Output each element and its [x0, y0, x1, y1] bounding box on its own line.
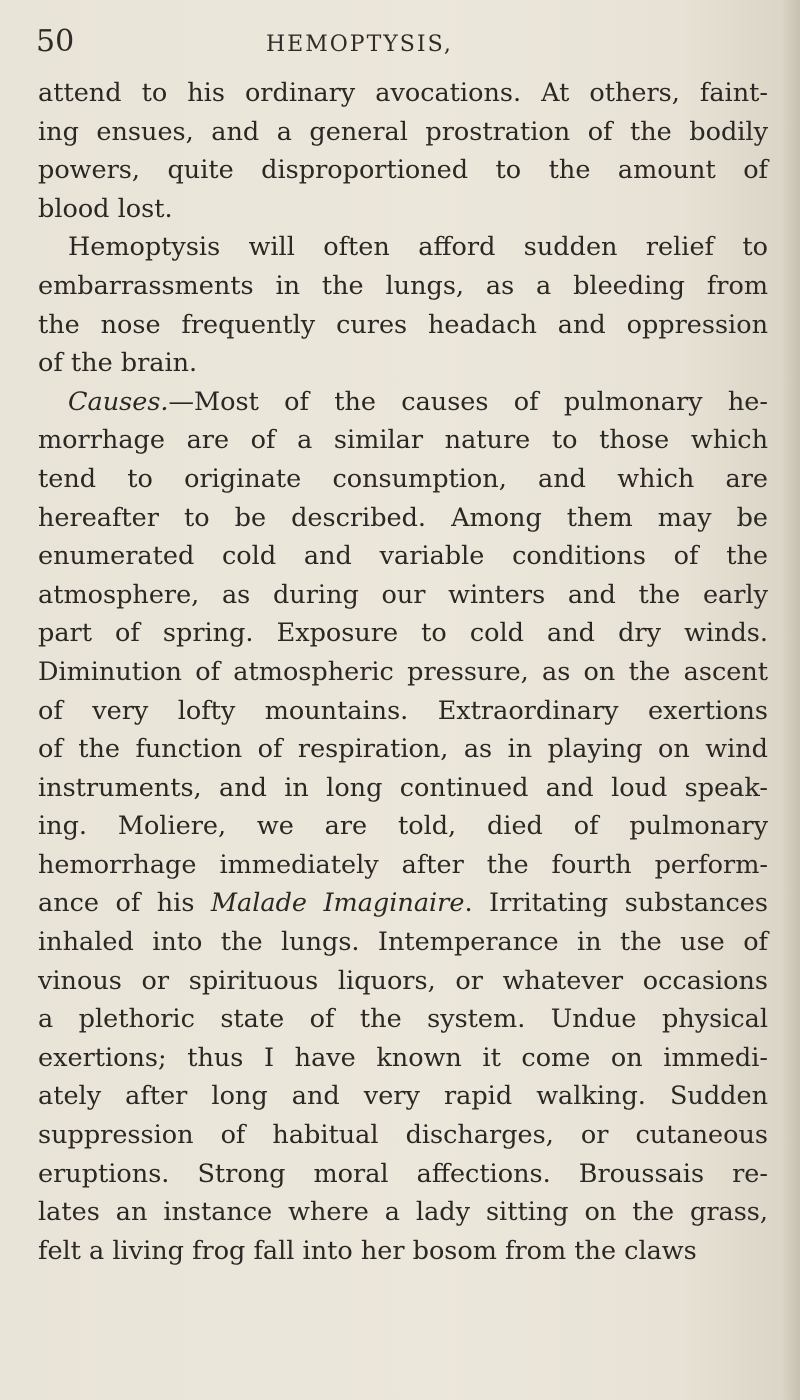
text-line: a plethoric state of the system. Undue physical	[38, 1004, 768, 1035]
text-line: eruptions. Strong moral affections. Broussais re-	[38, 1158, 768, 1189]
text-line: of the brain.	[38, 348, 198, 379]
text-line: tend to originate consumption, and which are	[38, 463, 768, 494]
text-line: embarrassments in the lungs, as a bleeding from	[38, 270, 768, 301]
page-header	[36, 22, 596, 62]
text-line: ately after long and very rapid walking. Sudden	[38, 1081, 768, 1112]
text-line: powers, quite disproportioned to the amount of	[38, 155, 768, 186]
text-segment: . Irritating substances	[464, 888, 768, 919]
text-line: of very lofty mountains. Extraordinary exertions	[38, 695, 768, 726]
text-line: Hemoptysis will often afford sudden relief to	[68, 232, 768, 263]
text-line: of the function of respiration, as in playing on wind	[38, 734, 768, 765]
text-line: blood lost.	[38, 193, 173, 224]
text-line: inhaled into the lungs. Intemperance in the use of	[38, 927, 768, 958]
text-line: lates an instance where a lady sitting on the grass,	[38, 1197, 768, 1228]
text-line: exertions; thus I have known it come on immedi-	[38, 1042, 768, 1073]
play-title: Malade Imaginaire	[210, 888, 465, 919]
running-head: HEMOPTYSIS,	[266, 32, 453, 57]
body-text	[38, 74, 768, 1270]
text-line: the nose frequently cures headach and oppression	[38, 309, 768, 340]
text-line-with-title	[38, 884, 768, 923]
text-line: felt a living frog fall into her bosom from the claws	[38, 1235, 697, 1266]
text-line: enumerated cold and variable conditions of the	[38, 541, 768, 572]
text-line: atmosphere, as during our winters and the early	[38, 579, 768, 610]
text-line: Diminution of atmospheric pressure, as on the ascent	[38, 656, 768, 687]
text-line: suppression of habitual discharges, or cutaneous	[38, 1120, 768, 1151]
text-line: hereafter to be described. Among them may be	[38, 502, 768, 533]
text-line: hemorrhage immediately after the fourth perform-	[38, 849, 768, 880]
text-segment: ance of his	[38, 888, 195, 919]
text-line: —Most of the causes of pulmonary he-	[168, 386, 768, 417]
page-number: 50	[36, 24, 75, 59]
text-line: attend to his ordinary avocations. At others, faint-	[38, 78, 768, 108]
causes-paragraph-start	[38, 383, 768, 422]
text-line: part of spring. Exposure to cold and dry winds.	[38, 618, 768, 649]
causes-heading: Causes.	[68, 386, 169, 417]
text-line: ing. Moliere, we are told, died of pulmonary	[38, 811, 768, 842]
text-line: morrhage are of a similar nature to those which	[38, 425, 768, 456]
page-edge-shadow	[782, 0, 800, 1400]
text-line: instruments, and in long continued and loud speak-	[38, 772, 768, 803]
text-line: ing ensues, and a general prostration of the bodily	[38, 116, 768, 147]
text-line: vinous or spirituous liquors, or whatever occasions	[38, 965, 768, 996]
